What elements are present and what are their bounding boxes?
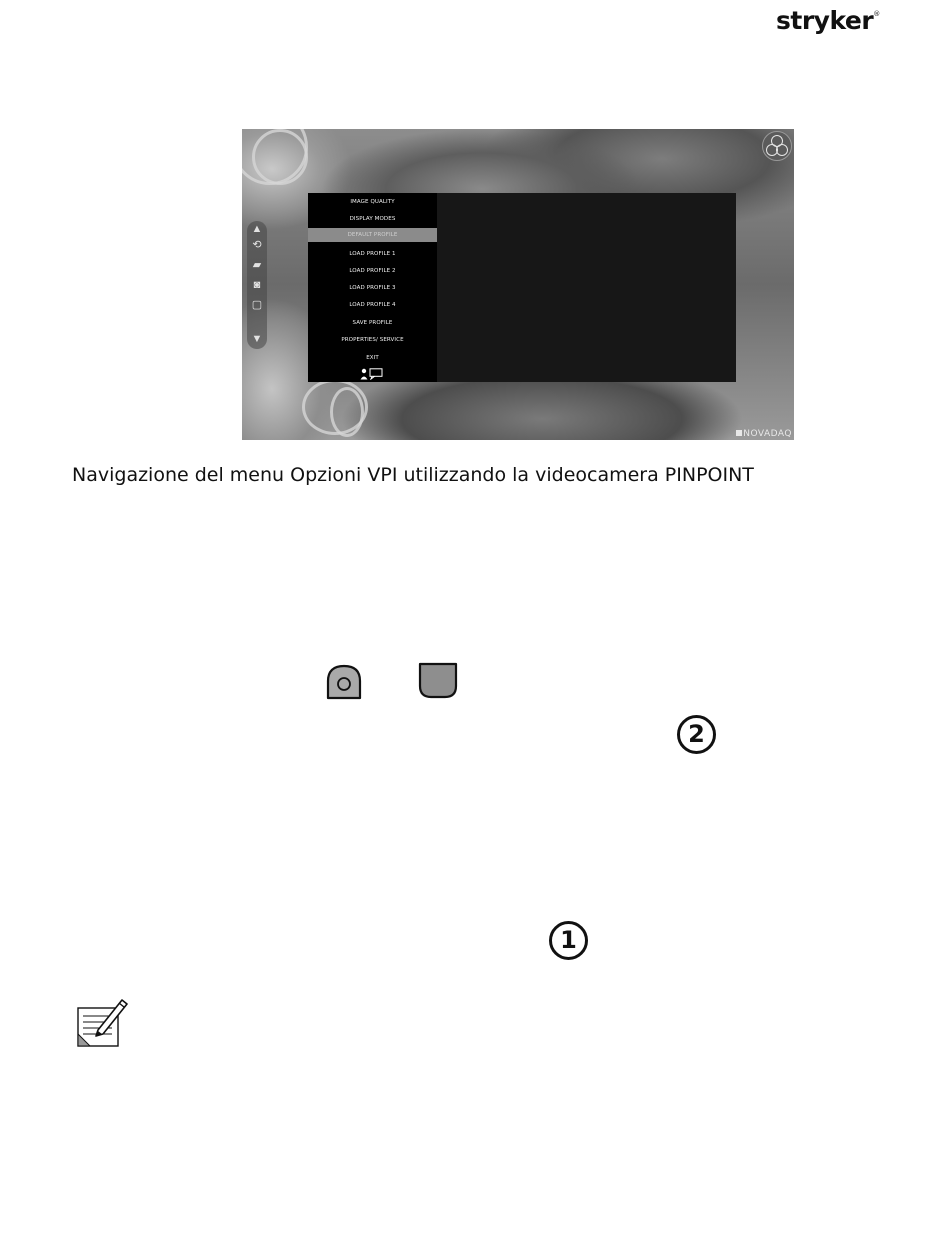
- watermark-text: NOVADAQ: [743, 429, 792, 439]
- rotate-icon[interactable]: ⟲: [252, 239, 262, 251]
- menu-item-load-profile-2[interactable]: LOAD PROFILE 2: [349, 268, 396, 274]
- figure-caption: Navigazione del menu Opzioni VPI utilizzando la videocamera PINPOINT: [72, 464, 754, 486]
- callout-number-2: 2: [677, 715, 716, 754]
- menu-detail-panel: [437, 193, 736, 382]
- camera-head-square-button-icon: [418, 662, 458, 699]
- menu-item-load-profile-3[interactable]: LOAD PROFILE 3: [349, 285, 396, 291]
- menu-item-save-profile[interactable]: SAVE PROFILE: [352, 320, 393, 326]
- camera-head-round-button-icon: [325, 664, 363, 700]
- vpi-options-menu: [308, 193, 437, 382]
- user-chat-icon[interactable]: [360, 368, 384, 380]
- menu-item-load-profile-1[interactable]: LOAD PROFILE 1: [349, 251, 396, 257]
- menu-item-properties-service[interactable]: PROPERTIES/ SERVICE: [341, 337, 404, 343]
- tube-loop: [252, 129, 308, 185]
- arrow-down-icon[interactable]: ▼: [251, 333, 263, 345]
- camera-side-rail: [247, 221, 267, 349]
- stryker-logo: [776, 6, 880, 35]
- camera-icon[interactable]: ◙: [253, 279, 261, 291]
- arrow-up-icon[interactable]: ▲: [251, 223, 263, 235]
- menu-item-display-modes[interactable]: DISPLAY MODES: [349, 216, 396, 222]
- square-icon[interactable]: ▢: [251, 299, 263, 311]
- surgical-video-screenshot: [242, 129, 794, 440]
- callout-number-1: 1: [549, 921, 588, 960]
- menu-item-default-profile[interactable]: DEFAULT PROFILE: [308, 228, 437, 242]
- novadaq-watermark: [736, 429, 792, 439]
- menu-item-exit[interactable]: EXIT: [366, 355, 379, 361]
- brand-name: stryker: [776, 6, 874, 35]
- note-pencil-icon: [76, 996, 128, 1048]
- three-circle-settings-icon[interactable]: [762, 131, 792, 161]
- menu-item-image-quality[interactable]: IMAGE QUALITY: [350, 199, 395, 205]
- camera-video-icon[interactable]: ▰: [252, 259, 262, 271]
- menu-item-load-profile-4[interactable]: LOAD PROFILE 4: [349, 302, 396, 308]
- registered-mark: ®: [873, 10, 880, 18]
- instrument-ring: [330, 387, 364, 437]
